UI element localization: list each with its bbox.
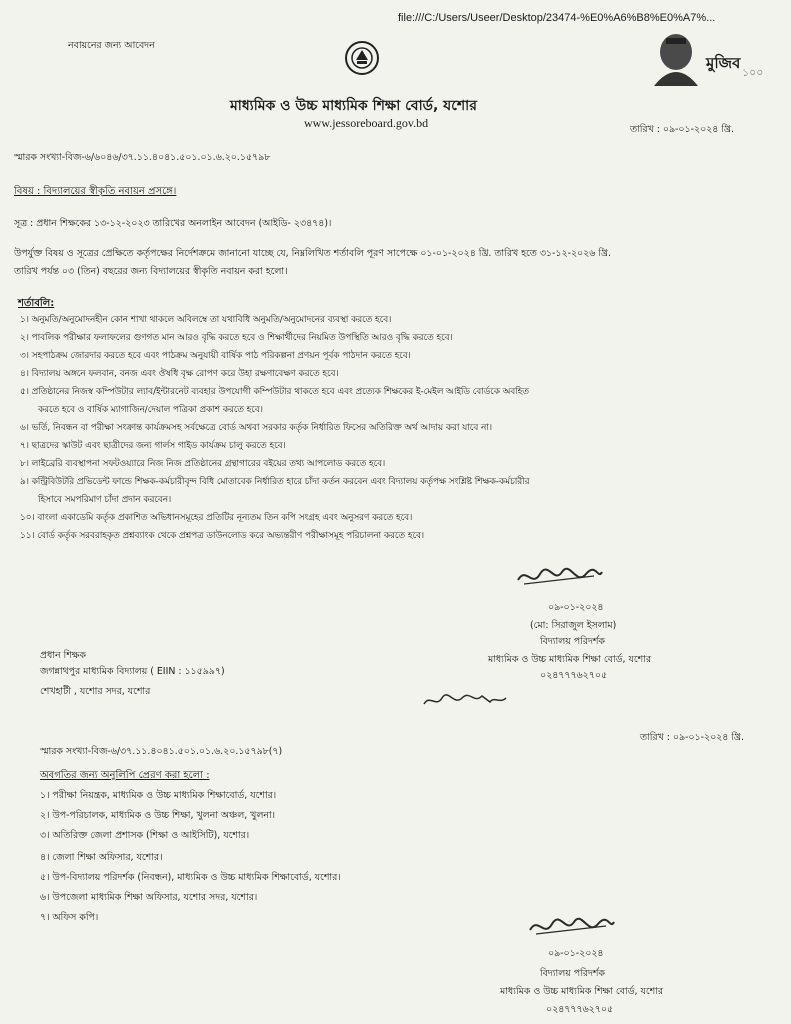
copy-item: ৫। উপ-বিদ্যালয় পরিদর্শক (নিবন্ধন), মাধ্যমিক ও উচ্চ মাধ্যমিক শিক্ষাবোর্ড, যশোর। xyxy=(40,872,341,883)
signature-1-phone: ০২৪৭৭৭৬২৭০৫ xyxy=(540,670,608,681)
header-date: তারিখ : ০৯-০১-২০২৪ খ্রি. xyxy=(630,124,734,135)
signature-1-office: মাধ্যমিক ও উচ্চ মাধ্যমিক শিক্ষা বোর্ড, যশোর xyxy=(488,654,652,665)
subject-line: বিষয় : বিদ্যালয়ের স্বীকৃতি নবায়ন প্রসঙ্গে। xyxy=(14,186,177,197)
board-website: www.jessoreboard.gov.bd xyxy=(304,116,429,130)
condition-item: ২। পাবলিক পরীক্ষার ফলাফলের গুণগত মান আরও বৃদ্ধি করতে হবে ও শিক্ষার্থীদের নিয়মিত উপস্থিতি আরও বৃদ্ধি করতে হবে। xyxy=(20,333,453,343)
received-signature-image xyxy=(420,690,510,710)
condition-item-continued: করতে হবে ও বার্ষিক ম্যাগাজিন/দেয়াল পত্রিকা প্রকাশ করতে হবে। xyxy=(38,405,263,415)
signature-1-name: (মো: সিরাজুল ইসলাম) xyxy=(530,620,617,631)
board-seal-icon xyxy=(344,40,380,76)
copy-item: ৬। উপজেলা মাধ্যমিক শিক্ষা অফিসার, যশোর সদর, যশোর। xyxy=(40,892,258,903)
main-paragraph-line-2: তারিখ পর্যন্ত ০৩ (তিন) বছরের জন্য বিদ্যালয়ের স্বীকৃতি নবায়ন করা হলো। xyxy=(14,266,288,277)
condition-item: ৬। ভর্তি, নিবন্ধন বা পরীক্ষা সংক্রান্ত কার্যক্রমসহ সর্বক্ষেত্রে বোর্ড অথবা সরকার কর্তৃক নির্ধারিত ফিসের অতিরিক্ত অর্থ আদায় করা যাবে না। xyxy=(20,423,492,433)
signature-2-date: ০৯-০১-২০২৪ xyxy=(548,948,604,959)
signature-1-image xyxy=(514,562,604,590)
copy-item: ৭। অফিস কপি। xyxy=(40,912,99,923)
condition-item: ৩। সহপাঠক্রম জোরদার করতে হবে এবং পাঠক্রম অনুযায়ী বার্ষিক পাঠ পরিকল্পনা প্রণয়ন পূর্বক পাঠদান করতে হবে। xyxy=(20,351,411,361)
condition-item: ৮। লাইব্রেরি ব্যবস্থাপনা সফটওয়্যারে নিজ নিজ প্রতিষ্ঠানের গ্রন্থাগারের বইয়ের তথ্য আপলোড করতে হবে। xyxy=(20,459,386,469)
condition-item: ৭। ছাত্রদের স্কাউট এবং ছাত্রীদের জন্য গার্লস গাইড কার্যক্রম চালু করতে হবে। xyxy=(20,441,286,451)
signature-2-office: মাধ্যমিক ও উচ্চ মাধ্যমিক শিক্ষা বোর্ড, যশোর xyxy=(500,986,664,997)
condition-item: ৯। কন্ট্রিবিউটরি প্রভিডেন্ট ফান্ডে শিক্ষক-কর্মচারীবৃন্দ বিধি মোতাবেক নির্ধারিত হারে চাঁদা কর্তন করবেন এবং বিদ্যালয় কর্তৃপক্ষ সংশ্লিষ্ট শিক্ষক-কর্মচারীর xyxy=(20,477,530,487)
logo-text: মুজিব xyxy=(706,54,741,72)
copy-item: ১। পরীক্ষা নিয়ন্ত্রক, মাধ্যমিক ও উচ্চ মাধ্যমিক শিক্ষাবোর্ড, যশোর। xyxy=(40,790,277,801)
memo-number: স্মারক সংখ্যা-বিজ-৬/৬০৪৬/৩৭.১১.৪০৪১.৫০১.০১.৬.২০.১৫৭৯৮ xyxy=(14,152,271,163)
board-name-heading: মাধ্যমিক ও উচ্চ মাধ্যমিক শিক্ষা বোর্ড, যশোর xyxy=(230,98,477,114)
logo-number: ১০০ xyxy=(742,66,764,79)
recipient-role: প্রধান শিক্ষক xyxy=(40,650,86,661)
condition-item: ১১। বোর্ড কর্তৃক সরবরাহকৃত প্রশ্নব্যাংক থেকে প্রশ্নপত্র ডাউনলোড করে অভ্যন্তরীণ পরীক্ষাসমূহ পরিচালনা করতে হবে। xyxy=(20,531,425,541)
main-paragraph-line-1: উপর্যুক্ত বিষয় ও সূত্রের প্রেক্ষিতে কর্তৃপক্ষের নির্দেশক্রমে জানানো যাচ্ছে যে, নিম্নলিখিত শর্তাবলি পূরণ সাপেক্ষে ০১-০১-২০২৪ খ্রি. তারিখ হতে ৩১-১২-২০২৬ খ্রি. xyxy=(14,248,611,259)
reference-line: সূত্র : প্রধান শিক্ষকের ১৩-১২-২০২৩ তারিখের অনলাইন আবেদন (আইডি- ২৩৪৭৪)। xyxy=(14,218,332,229)
copy-date: তারিখ : ০৯-০১-২০২৪ খ্রি. xyxy=(640,732,744,743)
recipient-school: জগন্নাথপুর মাধ্যমিক বিদ্যালয় ( EIIN : ১১৫৯৯৭) xyxy=(40,666,225,677)
signature-2-designation: বিদ্যালয় পরিদর্শক xyxy=(540,968,605,979)
condition-item: ১০। বাংলা একাডেমি কর্তৃক প্রকাশিত অভিধানসমূহের প্রতিটির নূন্যতম তিন কপি সংগ্রহ এবং অনুসরণ করতে হবে। xyxy=(20,513,413,523)
conditions-heading: শর্তাবলি: xyxy=(18,298,55,309)
condition-item: ৫। প্রতিষ্ঠানের নিজস্ব কম্পিউটার ল্যাব/ইন্টারনেট ব্যবহার উপযোগী কম্পিউটার থাকতে হবে এবং প্রত্যেক শিক্ষকের ই-মেইল আইডি বোর্ডকে অবহিত xyxy=(20,387,529,397)
signature-2-image xyxy=(526,912,616,940)
recipient-address: শেখহাটী , যশোর সদর, যশোর xyxy=(40,686,151,697)
signature-1-designation: বিদ্যালয় পরিদর্শক xyxy=(540,636,605,647)
signature-2-phone: ০২৪৭৭৭৬২৭০৫ xyxy=(546,1004,614,1015)
file-path: file:///C:/Users/Useer/Desktop/23474-%E0%A6%B8%E0%A7%... xyxy=(398,12,716,24)
copy-item: ২। উপ-পরিচালক, মাধ্যমিক ও উচ্চ শিক্ষা, খুলনা অঞ্চল, খুলনা। xyxy=(40,810,275,821)
condition-item: ৪। বিদ্যালয় অঙ্গনে ফলবান, বনজ এবং ঔষধি বৃক্ষ রোপণ করে উহা রক্ষণাবেক্ষণ করতে হবে। xyxy=(20,369,339,379)
condition-item-continued: হিসাবে সমপরিমাণ চাঁদা প্রদান করবেন। xyxy=(38,495,172,505)
copy-memo-number: স্মারক সংখ্যা-বিজ-৬/৩৭.১১.৪০৪১.৫০১.০১.৬.২০.১৫৭৯৮(৭) xyxy=(40,746,283,757)
condition-item: ১। অনুমতি/অনুমোদনহীন কোন শাখা থাকলে অবিলম্বে তা যথাবিধি অনুমতি/অনুমোদনের ব্যবস্থা করতে হবে। xyxy=(20,315,392,325)
mujib-100-logo xyxy=(648,18,768,86)
copy-item: ৪। জেলা শিক্ষা অফিসার, যশোর। xyxy=(40,852,163,863)
copy-heading: অবগতির জন্য অনুলিপি প্রেরণ করা হলো : xyxy=(40,770,210,781)
top-left-fragment: নবায়নের জন্য আবেদন xyxy=(68,40,155,51)
copy-item: ৩। অতিরিক্ত জেলা প্রশাসক (শিক্ষা ও আইসিটি), যশোর। xyxy=(40,830,250,841)
signature-1-date: ০৯-০১-২০২৪ xyxy=(548,602,604,613)
